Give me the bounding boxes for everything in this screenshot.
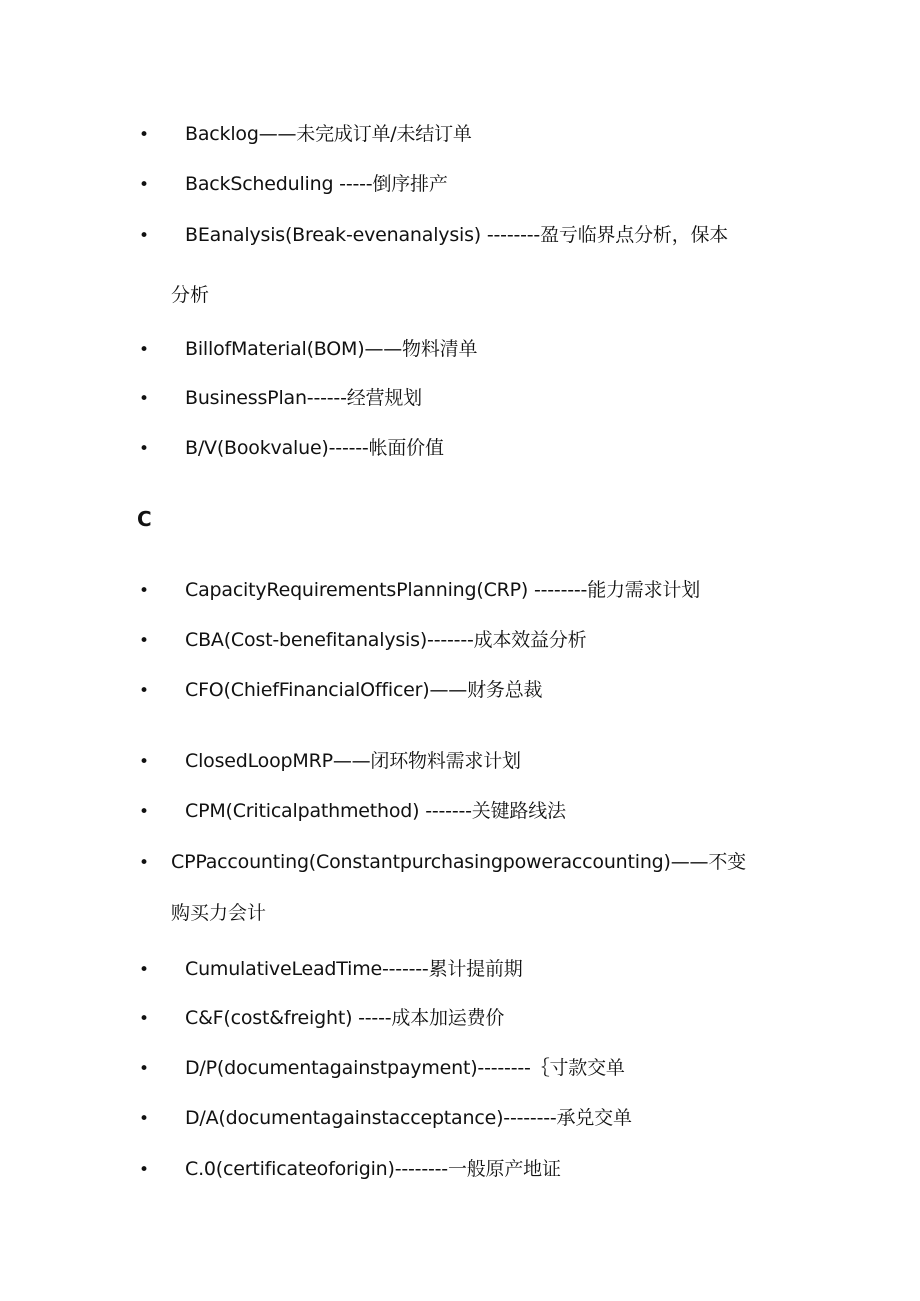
bullet-icon: • bbox=[139, 1160, 150, 1180]
bullet-icon: • bbox=[139, 1059, 150, 1079]
list-item: CumulativeLeadTime-------累计提前期 bbox=[185, 958, 523, 980]
list-item: D/P(documentagainstpayment)--------｛寸款交单 bbox=[185, 1057, 625, 1079]
list-item: CPM(Criticalpathmethod) -------关键路线法 bbox=[185, 800, 566, 822]
bullet-icon: • bbox=[139, 960, 150, 980]
list-item: C&F(cost&freight) -----成本加运费价 bbox=[185, 1007, 505, 1029]
list-item: BackScheduling -----倒序排产 bbox=[185, 173, 448, 195]
bullet-icon: • bbox=[139, 340, 150, 360]
bullet-icon: • bbox=[139, 802, 150, 822]
list-item: CFO(ChiefFinancialOfficer)——财务总裁 bbox=[185, 679, 543, 701]
bullet-icon: • bbox=[139, 853, 150, 873]
list-item: Backlog——未完成订单/未结订单 bbox=[185, 123, 472, 145]
bullet-icon: • bbox=[139, 681, 150, 701]
list-item: D/A(documentagainstacceptance)--------承兑交单 bbox=[185, 1107, 632, 1129]
list-item: CPPaccounting(Constantpurchasingpoweraccounting)——不变 bbox=[171, 851, 746, 873]
bullet-icon: • bbox=[139, 1109, 150, 1129]
list-item: ClosedLoopMRP——闭环物料需求计划 bbox=[185, 750, 521, 772]
list-item: BusinessPlan------经营规划 bbox=[185, 387, 422, 409]
bullet-icon: • bbox=[139, 631, 150, 651]
bullet-icon: • bbox=[139, 1009, 150, 1029]
bullet-icon: • bbox=[139, 439, 150, 459]
bullet-icon: • bbox=[139, 389, 150, 409]
section-heading: C bbox=[137, 507, 152, 531]
bullet-icon: • bbox=[139, 226, 150, 246]
list-item: CBA(Cost-benefitanalysis)-------成本效益分析 bbox=[185, 629, 587, 651]
bullet-icon: • bbox=[139, 175, 150, 195]
list-item-continuation: 购买力会计 bbox=[171, 902, 267, 924]
bullet-icon: • bbox=[139, 752, 150, 772]
list-item: BEanalysis(Break-evenanalysis) --------盈亏临界点分析，保本 bbox=[185, 224, 729, 246]
bullet-icon: • bbox=[139, 581, 150, 601]
list-item: CapacityRequirementsPlanning(CRP) --------能力需求计划 bbox=[185, 579, 701, 601]
bullet-icon: • bbox=[139, 125, 150, 145]
list-item: B/V(Bookvalue)------帐面价值 bbox=[185, 437, 444, 459]
list-item: BillofMaterial(BOM)——物料清单 bbox=[185, 338, 478, 360]
list-item: C.0(certificateoforigin)--------一般原产地证 bbox=[185, 1158, 561, 1180]
list-item-continuation: 分析 bbox=[171, 284, 210, 306]
